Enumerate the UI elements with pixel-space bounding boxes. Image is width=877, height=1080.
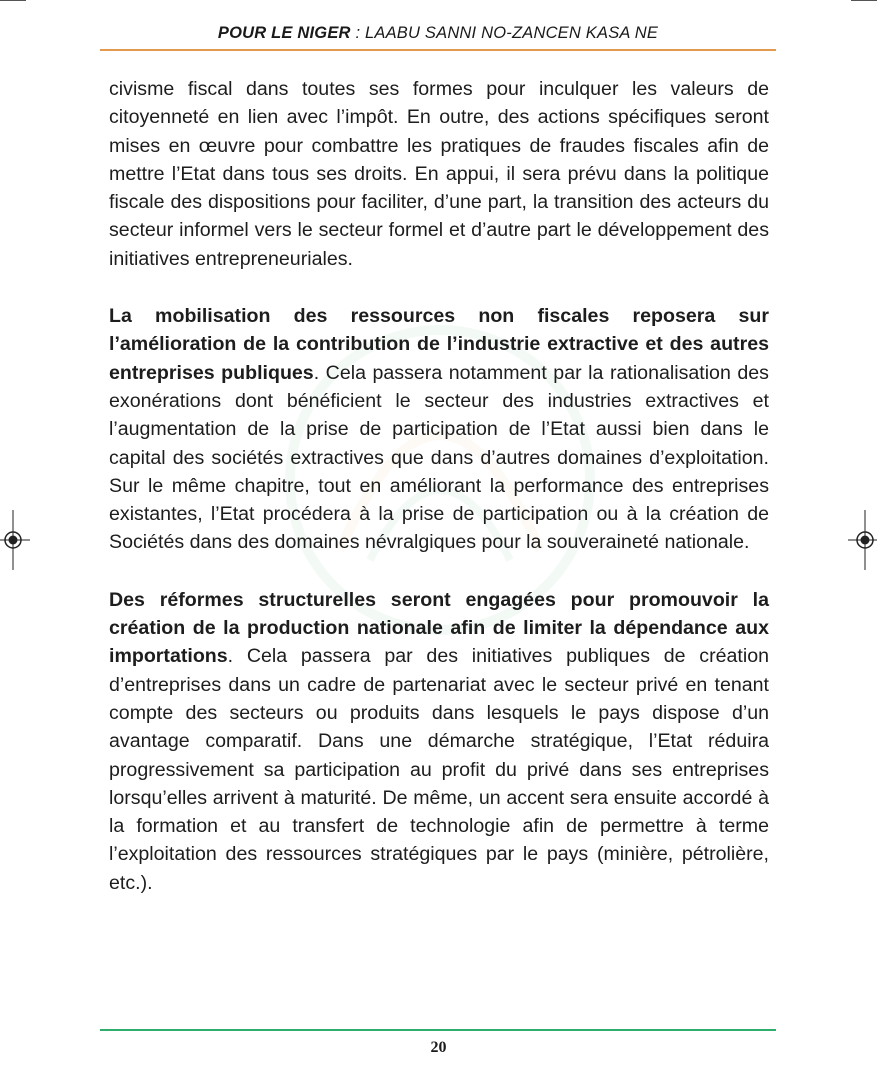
crop-mark-top-right: [851, 0, 877, 1]
page-number: 20: [430, 1039, 447, 1056]
header-separator: :: [350, 24, 366, 42]
header-subtitle: LAABU SANNI NO-ZANCEN KASA NE: [365, 24, 659, 42]
crop-mark-top-left: [0, 0, 26, 1]
paragraph: [109, 302, 769, 557]
paragraph-text: civisme fiscal dans toutes ses formes pour inculquer les valeurs de citoyenneté en lien avec l’impôt. En outre, des actions spécifiques seront mises en œuvre pour combattre les pratiques de fraudes fiscales afin de mettre l’Etat dans tous ses droits. En appui, il sera prévu dans la politique fiscale des dispositions pour faciliter, d’une part, la transition des acteurs du secteur informel vers le secteur formel et d’autre part le développement des initiatives entrepreneuriales.: [109, 78, 769, 270]
paragraph-lead-bold: Des réformes structurelles seront engagées pour promouvoir la création de la production nationale afin de limiter la dépendance aux importations: [109, 588, 769, 668]
paragraph: [109, 75, 769, 273]
body-text: [109, 75, 769, 926]
running-header: [100, 24, 776, 43]
footer-rule: [100, 1029, 776, 1031]
registration-mark-right-icon: [848, 510, 877, 570]
paragraph-lead-bold: La mobilisation des ressources non fiscales reposera sur l’amélioration de la contribution de l’industrie extractive et des autres entreprises publiques: [109, 305, 769, 384]
paragraph-text: . Cela passera notamment par la rationalisation des exonérations dont bénéficient le secteur des industries extractives et l’augmentation de la prise de participation de l’Etat aussi bien dans le capital des sociétés extractives que dans d’autres domaines d’exploitation. Sur le même chapitre, tout en améliorant la performance des entreprises existantes, l’Etat procédera à la prise de participation ou à la création de Sociétés dans des domaines névralgiques pour la souveraineté nationale.: [109, 361, 769, 554]
registration-mark-left-icon: [0, 510, 30, 570]
paragraph-text: . Cela passera par des initiatives publiques de création d’entreprises dans un cadre de partenariat avec le secteur privé en tenant compte des secteurs ou produits dans lesquels le pays dispose d’un avantage comparatif. Dans une démarche stratégique, l’Etat réduira progressivement sa participation au profit du privé dans ses entreprises lorsqu’elles arrivent à maturité. De même, un accent sera ensuite accordé à la formation et au transfert de technologie afin de permettre à terme l’exploitation des ressources stratégiques par le pays (minière, pétrolière, etc.).: [109, 645, 769, 894]
paragraph: [109, 586, 769, 897]
header-rule: [100, 49, 776, 51]
header-title: POUR LE NIGER: [217, 24, 351, 42]
